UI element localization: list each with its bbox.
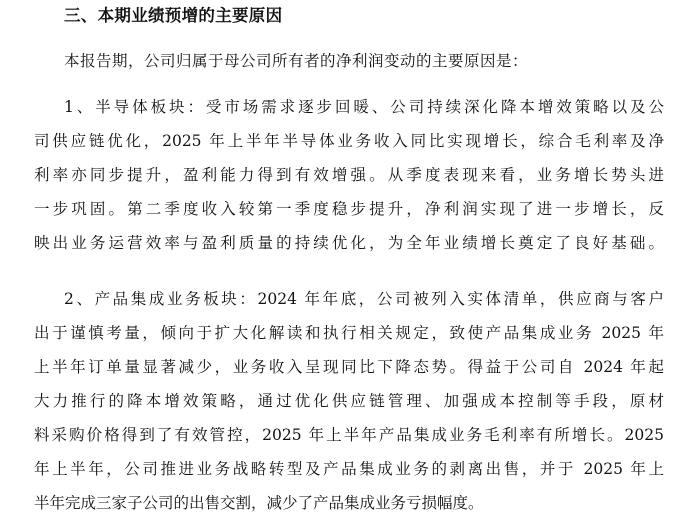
paragraph-line: 2、产品集成业务板块：2024 年年底，公司被列入实体清单，供应商与客户: [64, 290, 664, 308]
paragraph-line: 一步巩固。第二季度收入较第一季度稳步提升，净利润实现了进一步增长，反: [34, 200, 664, 218]
paragraph-line: 半年完成三家子公司的出售交割，减少了产品集成业务亏损幅度。: [34, 494, 484, 512]
intro-paragraph: 本报告期，公司归属于母公司所有者的净利润变动的主要原因是：: [64, 52, 529, 70]
paragraph-semiconductor: [34, 90, 664, 260]
paragraph-line: 年上半年，公司推进业务战略转型及产品集成业务的剥离出售，并于 2025 年上: [34, 460, 664, 478]
paragraph-line: 映出业务运营效率与盈利质量的持续优化，为全年业绩增长奠定了良好基础。: [34, 234, 664, 252]
section-heading: 三、本期业绩预增的主要原因: [64, 6, 283, 25]
paragraph-line: 利率亦同步提升，盈利能力得到有效增强。从季度表现来看，业务增长势头进: [34, 166, 664, 184]
paragraph-line: 料采购价格得到了有效管控，2025 年上半年产品集成业务毛利率有所增长。2025: [34, 426, 664, 444]
paragraph-line: 上半年订单量显著减少，业务收入呈现同比下降态势。得益于公司自 2024 年起: [34, 358, 664, 376]
paragraph-product-integration: [34, 282, 664, 520]
paragraph-line: 司供应链优化，2025 年上半年半导体业务收入同比实现增长，综合毛利率及净: [34, 132, 664, 150]
paragraph-line: 大力推行的降本增效策略，通过优化供应链管理、加强成本控制等手段，原材: [34, 392, 664, 410]
paragraph-line: 1、半导体板块：受市场需求逐步回暖、公司持续深化降本增效策略以及公: [64, 98, 664, 116]
paragraph-line: 出于谨慎考量，倾向于扩大化解读和执行相关规定，致使产品集成业务 2025 年: [34, 324, 664, 342]
